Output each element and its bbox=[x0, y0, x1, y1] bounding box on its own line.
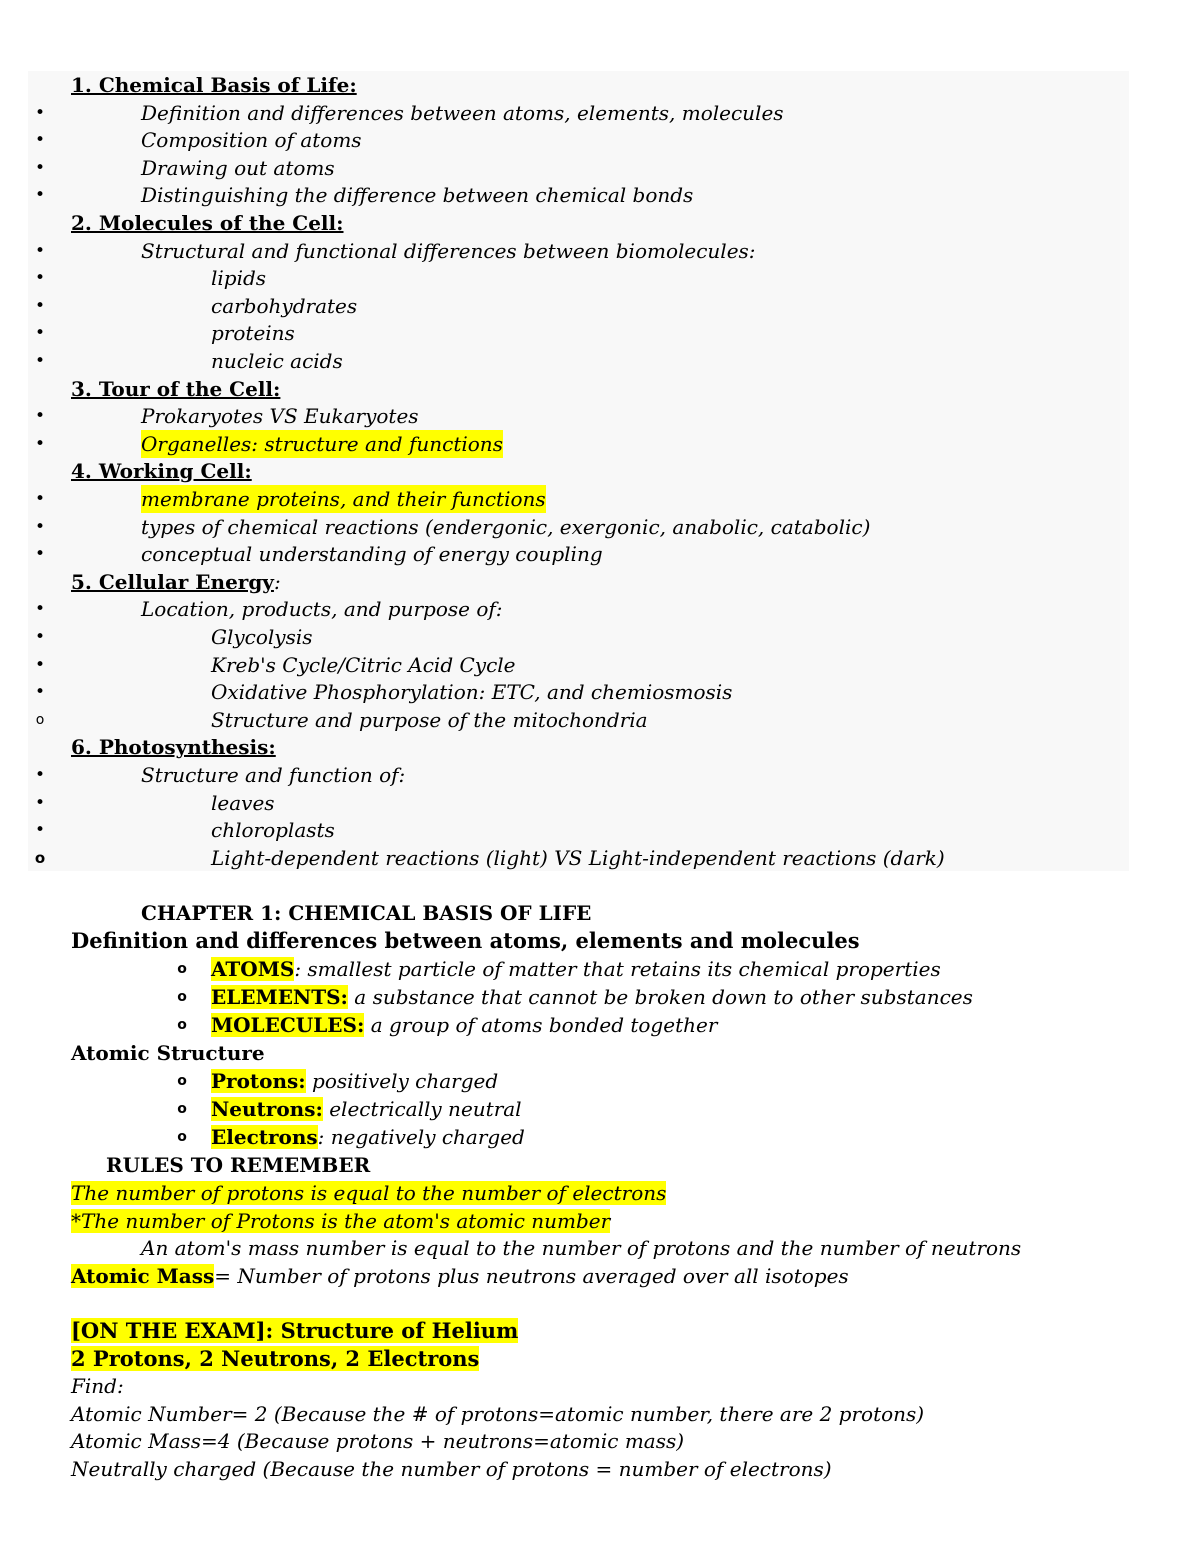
rule-protons-electrons: The number of protons is equal to the number of electrons bbox=[71, 1181, 667, 1205]
outline-item-text: Light-dependent reactions (light) VS Light-independent reactions (dark) bbox=[211, 845, 945, 870]
outline-item-text: types of chemical reactions (endergonic, exergonic, anabolic, catabolic) bbox=[141, 514, 871, 539]
outline-item bbox=[0, 264, 1200, 292]
outline-item-text: Distinguishing the difference between chemical bonds bbox=[141, 183, 694, 208]
particle-term: Protons: bbox=[211, 1069, 306, 1093]
circle-bullet-icon: o bbox=[177, 1101, 187, 1117]
rule-atomic-number: *The number of Protons is the atom's atomic number bbox=[71, 1209, 611, 1233]
definition-description: smallest particle of matter that retains its chemical properties bbox=[307, 957, 941, 981]
outline-item bbox=[0, 844, 1200, 872]
definition-separator: : bbox=[294, 957, 308, 981]
bullet-icon: • bbox=[34, 130, 46, 151]
definition-item bbox=[211, 1011, 717, 1039]
outline-item-text: carbohydrates bbox=[211, 293, 358, 318]
find-label: Find: bbox=[71, 1374, 124, 1398]
bullet-icon: • bbox=[34, 323, 46, 344]
atomic-mass-term: Atomic Mass bbox=[71, 1264, 215, 1288]
particle-item bbox=[211, 1067, 498, 1095]
section-heading-suffix: : bbox=[274, 569, 281, 594]
outline-item bbox=[0, 154, 1200, 182]
atomic-mass-line bbox=[71, 1262, 849, 1290]
atomic-mass-definition: = Number of protons plus neutrons averaged over all isotopes bbox=[214, 1264, 849, 1288]
bullet-icon: • bbox=[34, 516, 46, 537]
outline-heading bbox=[0, 568, 1200, 596]
outline-item bbox=[0, 789, 1200, 817]
bullet-icon: • bbox=[34, 792, 46, 813]
outline-item-text: Drawing out atoms bbox=[141, 155, 335, 180]
particle-item bbox=[211, 1095, 522, 1123]
outline-heading bbox=[0, 733, 1200, 761]
outline-heading bbox=[0, 375, 1200, 403]
section-heading-text: 3. Tour of the Cell: bbox=[71, 376, 281, 401]
bullet-icon: • bbox=[34, 489, 46, 509]
rules-heading: RULES TO REMEMBER bbox=[106, 1153, 371, 1177]
outline-item-text: Structure and purpose of the mitochondria bbox=[211, 707, 648, 732]
circle-bullet-icon: o bbox=[34, 848, 46, 867]
outline-item bbox=[0, 485, 1200, 513]
outline-item-text: chloroplasts bbox=[211, 818, 335, 843]
definition-item bbox=[211, 955, 941, 983]
bullet-icon: • bbox=[34, 599, 46, 620]
particle-term: Electrons bbox=[211, 1125, 318, 1149]
section-heading-text: 1. Chemical Basis of Life: bbox=[71, 73, 357, 97]
answer-atomic-number: Atomic Number= 2 (Because the # of protons=atomic number, there are 2 protons) bbox=[71, 1402, 925, 1426]
definition-description: a substance that cannot be broken down to other substances bbox=[354, 985, 973, 1009]
bullet-icon: • bbox=[34, 406, 46, 427]
outline-item-text: Structure and function of: bbox=[141, 763, 406, 787]
bullet-icon: • bbox=[34, 544, 46, 565]
bullet-icon: • bbox=[34, 820, 46, 841]
outline-item bbox=[0, 513, 1200, 541]
circle-bullet-icon: o bbox=[177, 961, 187, 977]
outline-item-text: Definition and differences between atoms, elements, molecules bbox=[141, 100, 784, 125]
definition-description: a group of atoms bonded together bbox=[370, 1013, 718, 1037]
outline-item bbox=[0, 292, 1200, 320]
circle-bullet-icon: o bbox=[177, 1017, 187, 1033]
outline-item-text: proteins bbox=[211, 321, 295, 346]
particle-term: Neutrons: bbox=[211, 1097, 323, 1121]
section-heading-text: 5. Cellular Energy bbox=[71, 569, 274, 594]
answer-charge: Neutrally charged (Because the number of protons = number of electrons) bbox=[71, 1457, 832, 1481]
outline-item-text: nucleic acids bbox=[211, 349, 343, 373]
rule-mass-number: An atom's mass number is equal to the number of protons and the number of neutrons bbox=[141, 1236, 1022, 1260]
bullet-icon: • bbox=[34, 185, 46, 206]
bullet-icon: • bbox=[34, 295, 46, 316]
particle-description: positively charged bbox=[312, 1069, 499, 1093]
outline-item-text: Glycolysis bbox=[211, 625, 313, 649]
outline-item bbox=[0, 347, 1200, 375]
outline-item-text: Organelles: structure and functions bbox=[141, 431, 503, 456]
answer-atomic-mass: Atomic Mass=4 (Because protons + neutrons=atomic mass) bbox=[71, 1429, 685, 1453]
outline-heading bbox=[0, 457, 1200, 485]
chapter-title: CHAPTER 1: CHEMICAL BASIS OF LIFE bbox=[141, 901, 592, 925]
exam-helium-composition: 2 Protons, 2 Neutrons, 2 Electrons bbox=[71, 1346, 480, 1371]
definition-item bbox=[211, 983, 973, 1011]
outline-heading bbox=[0, 71, 1200, 99]
outline-item bbox=[0, 595, 1200, 623]
outline-item bbox=[0, 430, 1200, 458]
outline-item-text: leaves bbox=[211, 790, 275, 815]
outline-item-text: Prokaryotes VS Eukaryotes bbox=[141, 404, 419, 429]
bullet-icon: • bbox=[34, 102, 46, 123]
outline-item-text: Kreb's Cycle/Citric Acid Cycle bbox=[211, 652, 516, 677]
outline-item-text: conceptual understanding of energy coupling bbox=[141, 542, 603, 567]
outline-item-text: Structural and functional differences between biomolecules: bbox=[141, 238, 756, 263]
outline-item bbox=[0, 126, 1200, 154]
outline-item bbox=[0, 623, 1200, 651]
outline-item-text: Location, products, and purpose of: bbox=[141, 597, 503, 622]
particle-description: electrically neutral bbox=[329, 1097, 522, 1121]
definitions-heading: Definition and differences between atoms, elements and molecules bbox=[71, 928, 860, 953]
bullet-icon: • bbox=[34, 157, 46, 178]
outline-item bbox=[0, 402, 1200, 430]
section-heading-text: 4. Working Cell: bbox=[71, 459, 252, 484]
circle-bullet-icon: o bbox=[177, 989, 187, 1005]
outline-item bbox=[0, 181, 1200, 209]
bullet-icon: • bbox=[34, 654, 46, 675]
outline-item-text: membrane proteins, and their functions bbox=[141, 487, 546, 511]
bullet-icon: • bbox=[34, 351, 46, 371]
outline-item bbox=[0, 540, 1200, 568]
particle-description: negatively charged bbox=[330, 1125, 525, 1149]
particle-separator: : bbox=[317, 1125, 331, 1149]
exam-title: [ON THE EXAM]: Structure of Helium bbox=[71, 1318, 519, 1343]
particle-item bbox=[211, 1123, 525, 1151]
outline-heading bbox=[0, 209, 1200, 237]
outline-item bbox=[0, 678, 1200, 706]
circle-bullet-icon: o bbox=[177, 1129, 187, 1145]
outline-item bbox=[0, 761, 1200, 789]
outline-item bbox=[0, 816, 1200, 844]
outline-item bbox=[0, 319, 1200, 347]
definition-term: ATOMS bbox=[211, 957, 295, 981]
definition-term: ELEMENTS: bbox=[211, 985, 348, 1009]
outline-item-text: Composition of atoms bbox=[141, 128, 362, 153]
outline-item-text: Oxidative Phosphorylation: ETC, and chemiosmosis bbox=[211, 680, 733, 705]
bullet-icon: • bbox=[34, 268, 46, 289]
bullet-icon: • bbox=[34, 627, 46, 647]
circle-bullet-icon: o bbox=[35, 711, 45, 728]
section-heading-text: 2. Molecules of the Cell: bbox=[71, 211, 344, 235]
outline-item bbox=[0, 706, 1200, 734]
bullet-icon: • bbox=[34, 682, 46, 703]
atomic-structure-heading: Atomic Structure bbox=[71, 1041, 265, 1065]
bullet-icon: • bbox=[34, 765, 46, 785]
circle-bullet-icon: o bbox=[177, 1073, 187, 1089]
bullet-icon: • bbox=[34, 240, 46, 261]
outline-item bbox=[0, 237, 1200, 265]
outline-item-text: lipids bbox=[211, 266, 267, 291]
definition-term: MOLECULES: bbox=[211, 1013, 365, 1037]
outline-item bbox=[0, 99, 1200, 127]
section-heading-text: 6. Photosynthesis: bbox=[71, 735, 276, 760]
bullet-icon: • bbox=[34, 433, 46, 454]
outline-item bbox=[0, 651, 1200, 679]
